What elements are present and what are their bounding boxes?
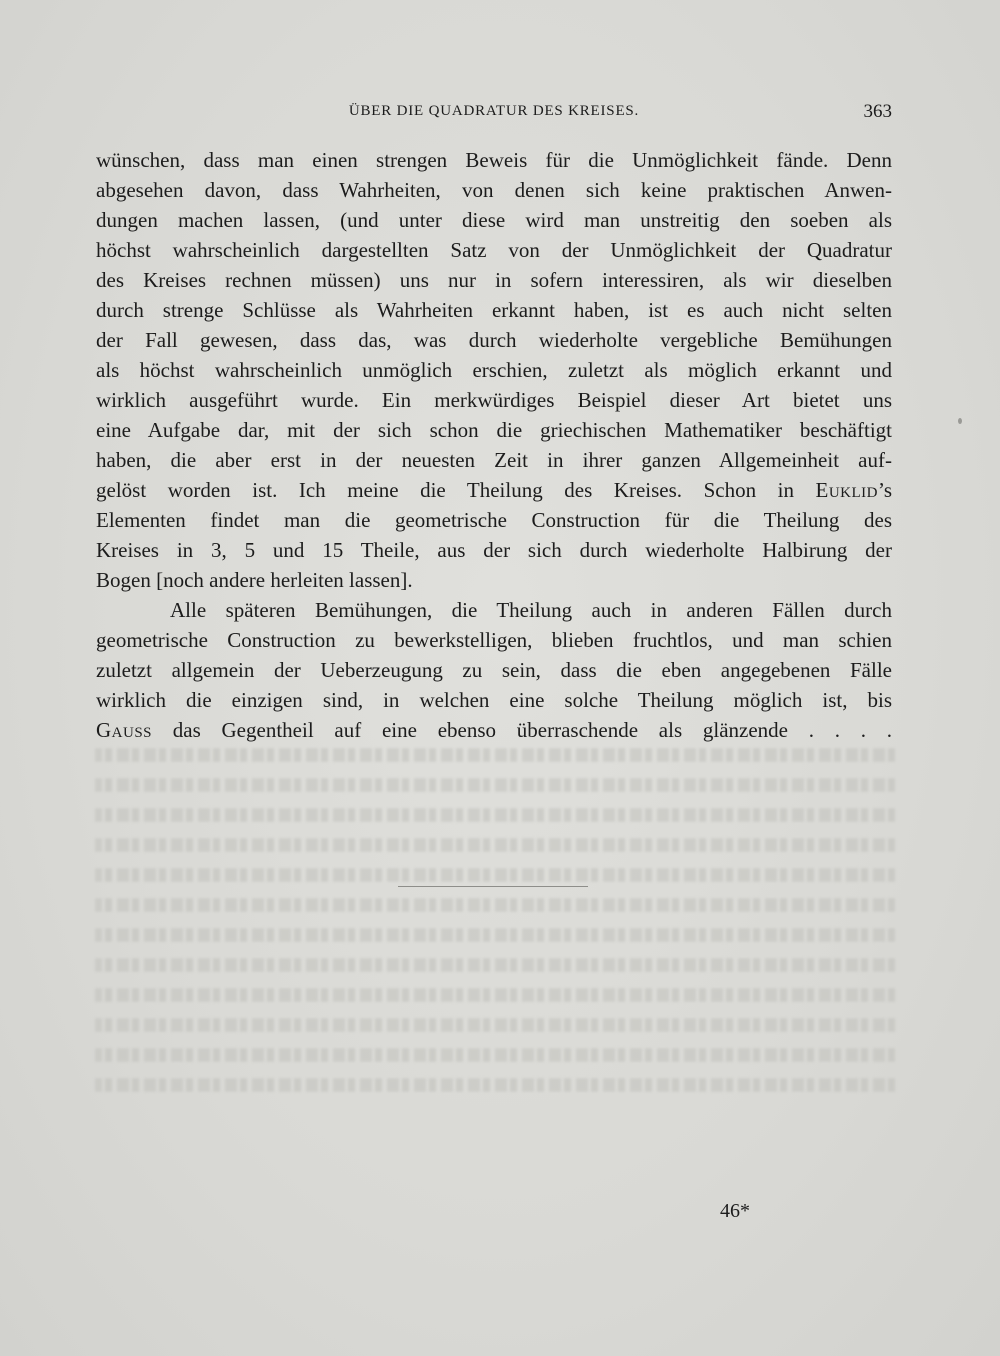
text-line: wirklich die einzigen sind, in welchen eine solche Theilung möglich ist, bis bbox=[96, 688, 892, 712]
bleed-line bbox=[95, 1018, 895, 1032]
text-fragment: gelöst worden ist. Ich meine die Theilung des Kreises. Schon in bbox=[96, 478, 816, 502]
bleed-line bbox=[95, 1048, 895, 1062]
text-fragment: das Gegentheil auf eine ebenso überraschende als glänzende . . . . bbox=[152, 718, 892, 742]
author-name-gauss: Gauss bbox=[96, 718, 153, 742]
running-head bbox=[96, 103, 892, 127]
text-fragment: ’s bbox=[877, 478, 892, 502]
text-line: Kreises in 3, 5 und 15 Theile, aus der sich durch wiederholte Halbirung der bbox=[96, 538, 892, 562]
page-number: 363 bbox=[863, 101, 892, 122]
paper-speck bbox=[958, 418, 962, 424]
text-line: höchst wahrscheinlich dargestellten Satz von der Unmöglichkeit der Quadratur bbox=[96, 238, 892, 262]
bleed-line bbox=[95, 1078, 895, 1092]
bleed-line bbox=[95, 868, 895, 882]
text-line: abgesehen davon, dass Wahrheiten, von denen sich keine praktischen Anwen- bbox=[96, 178, 892, 202]
text-line-paragraph-end: Bogen [noch andere herleiten lassen]. bbox=[96, 568, 413, 592]
text-line: Elementen findet man die geometrische Construction für die Theilung des bbox=[96, 508, 892, 532]
text-line: dungen machen lassen, (und unter diese wird man unstreitig den soeben als bbox=[96, 208, 892, 232]
bleed-line bbox=[95, 898, 895, 912]
text-line-gauss bbox=[96, 715, 892, 745]
bleed-through-text bbox=[95, 740, 895, 1100]
bleed-line bbox=[95, 748, 895, 762]
text-line: des Kreises rechnen müssen) uns nur in sofern interessiren, als wir dieselben bbox=[96, 268, 892, 292]
text-line: zuletzt allgemein der Ueberzeugung zu sein, dass die eben angegebenen Fälle bbox=[96, 658, 892, 682]
text-line: geometrische Construction zu bewerkstelligen, blieben fruchtlos, und man schien bbox=[96, 628, 892, 652]
bleed-line bbox=[95, 808, 895, 822]
text-line: haben, die aber erst in der neuesten Zeit in ihrer ganzen Allgemeinheit auf- bbox=[96, 448, 892, 472]
text-line: als höchst wahrscheinlich unmöglich erschien, zuletzt als möglich erkannt und bbox=[96, 358, 892, 382]
bleed-line bbox=[95, 838, 895, 852]
text-line: der Fall gewesen, dass das, was durch wiederholte vergebliche Bemühungen bbox=[96, 328, 892, 352]
text-line: durch strenge Schlüsse als Wahrheiten erkannt haben, ist es auch nicht selten bbox=[96, 298, 892, 322]
text-line: wünschen, dass man einen strengen Beweis für die Unmöglichkeit fände. Denn bbox=[96, 148, 892, 172]
bleed-line bbox=[95, 778, 895, 792]
text-line-paragraph-start: Alle späteren Bemühungen, die Theilung auch in anderen Fällen durch bbox=[170, 598, 892, 622]
running-title: ÜBER DIE QUADRATUR DES KREISES. bbox=[348, 103, 640, 119]
sheet-signature: 46* bbox=[720, 1200, 750, 1222]
body-text bbox=[96, 145, 892, 745]
bleed-line bbox=[95, 988, 895, 1002]
horizontal-rule bbox=[398, 886, 588, 887]
text-line: wirklich ausgeführt wurde. Ein merkwürdiges Beispiel dieser Art bietet uns bbox=[96, 388, 892, 412]
text-line: eine Aufgabe dar, mit der sich schon die griechischen Mathematiker beschäftigt bbox=[96, 418, 892, 442]
text-line-euklid bbox=[96, 475, 892, 505]
bleed-line bbox=[95, 958, 895, 972]
bleed-line bbox=[95, 928, 895, 942]
author-name-euklid: Euklid bbox=[815, 478, 878, 502]
